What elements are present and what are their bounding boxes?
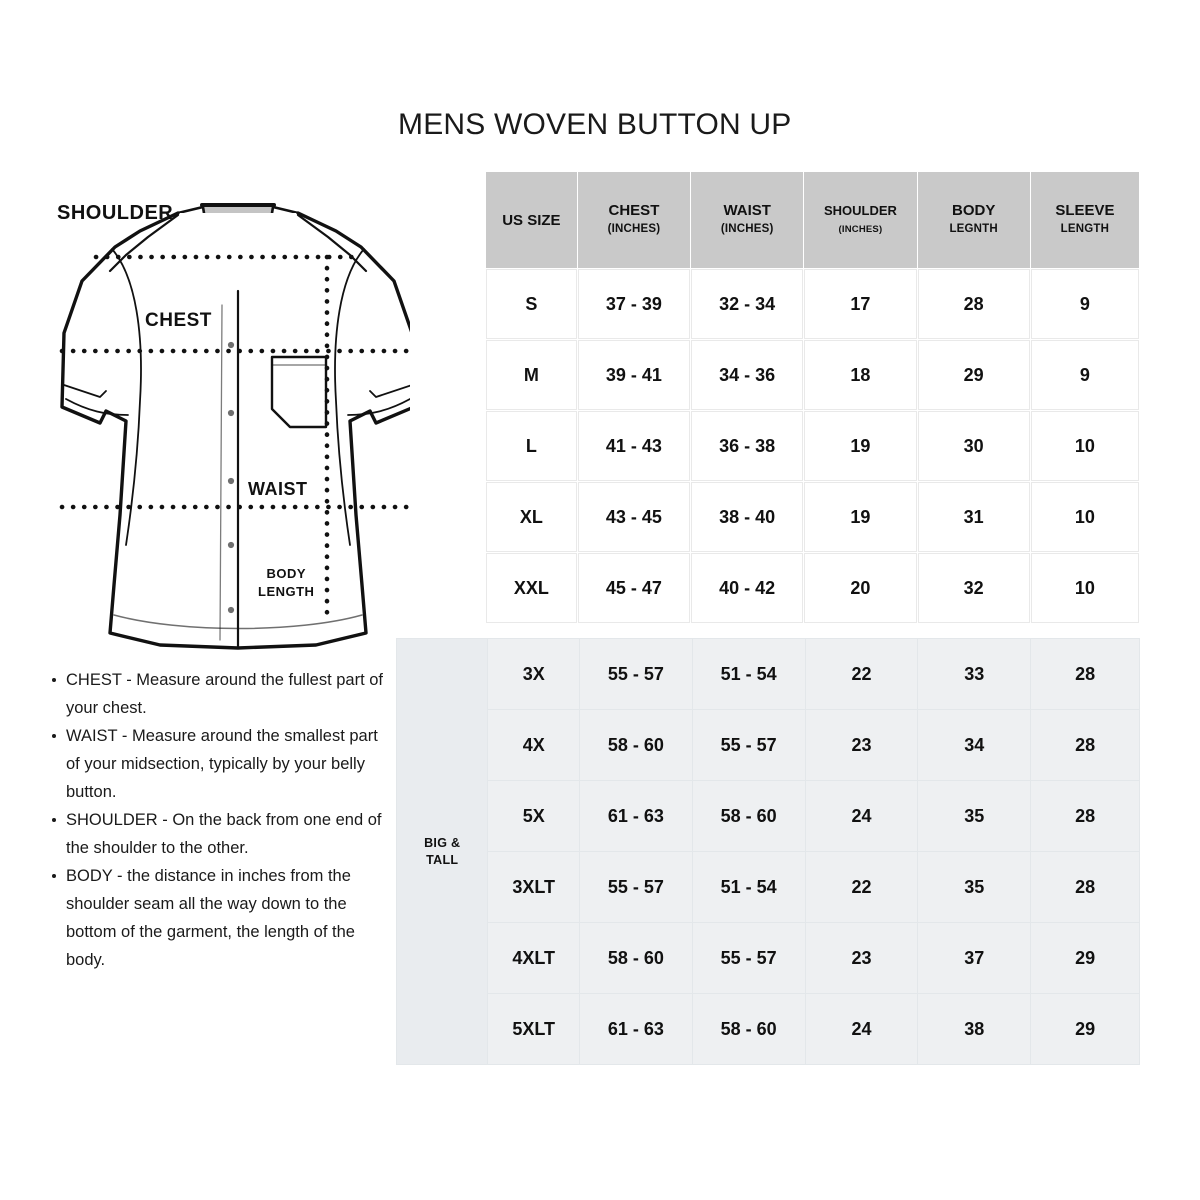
bigtall-line-2: TALL [426, 852, 459, 867]
table-row [397, 923, 1139, 993]
body-length-line-2: LENGTH [258, 584, 315, 599]
table-row [486, 553, 1139, 623]
cell-body-length: 35 [918, 852, 1030, 922]
table-row [397, 994, 1139, 1064]
diagram-label-body-length [258, 565, 314, 601]
table-row [397, 852, 1139, 922]
list-item: CHEST - Measure around the fullest part of your chest. [66, 666, 396, 722]
cell-body-length: 29 [918, 340, 1030, 410]
measurement-instructions-list [44, 666, 396, 974]
header-main: SHOULDER [823, 203, 897, 218]
cell-sleeve-length: 28 [1031, 852, 1139, 922]
cell-chest: 43 - 45 [578, 482, 690, 552]
big-and-tall-label [397, 639, 487, 1064]
list-item: WAIST - Measure around the smallest part of your midsection, typically by your belly button. [66, 722, 396, 806]
shirt-measurement-diagram [40, 185, 410, 655]
cell-waist: 55 - 57 [693, 923, 805, 993]
cell-size: XL [486, 482, 577, 552]
bigtall-line-1: BIG & [424, 835, 461, 850]
shirt-illustration-svg [40, 185, 410, 655]
cell-sleeve-length: 10 [1031, 553, 1139, 623]
shirt-body-outline [62, 213, 410, 648]
column-header-shoulder [804, 172, 916, 268]
table-row [486, 269, 1139, 339]
page-title: MENS WOVEN BUTTON UP [398, 108, 792, 141]
cell-size: 3X [488, 639, 578, 709]
cell-body-length: 31 [918, 482, 1030, 552]
column-header-chest [578, 172, 690, 268]
cell-shoulder: 23 [806, 710, 918, 780]
cell-chest: 39 - 41 [578, 340, 690, 410]
column-header-sleeve-length [1031, 172, 1139, 268]
column-header-body-length [918, 172, 1030, 268]
cell-waist: 40 - 42 [691, 553, 803, 623]
cell-sleeve-length: 28 [1031, 781, 1139, 851]
cell-shoulder: 24 [806, 781, 918, 851]
cell-shoulder: 19 [804, 411, 916, 481]
header-main: CHEST [608, 202, 660, 219]
header-main: US SIZE [502, 211, 561, 229]
cell-shoulder: 22 [806, 852, 918, 922]
cell-chest: 58 - 60 [580, 710, 692, 780]
table-row [486, 411, 1139, 481]
cell-body-length: 37 [918, 923, 1030, 993]
cell-shoulder: 23 [806, 923, 918, 993]
column-header-waist [691, 172, 803, 268]
cell-chest: 45 - 47 [578, 553, 690, 623]
list-item: SHOULDER - On the back from one end of the shoulder to the other. [66, 806, 396, 862]
cell-size: S [486, 269, 577, 339]
cell-shoulder: 18 [804, 340, 916, 410]
standard-size-table [485, 171, 1140, 624]
diagram-label-waist: WAIST [248, 479, 308, 499]
header-sub: LEGNTH [949, 223, 998, 235]
table-row [486, 340, 1139, 410]
cell-sleeve-length: 9 [1031, 269, 1139, 339]
cell-waist: 32 - 34 [691, 269, 803, 339]
table-row [486, 482, 1139, 552]
cell-sleeve-length: 10 [1031, 482, 1139, 552]
cell-size: M [486, 340, 577, 410]
table-row [397, 781, 1139, 851]
cell-waist: 58 - 60 [693, 781, 805, 851]
cell-chest: 41 - 43 [578, 411, 690, 481]
cell-chest: 61 - 63 [580, 994, 692, 1064]
cell-waist: 51 - 54 [693, 852, 805, 922]
column-header-us-size [486, 172, 577, 268]
cell-body-length: 33 [918, 639, 1030, 709]
cell-size: 3XLT [488, 852, 578, 922]
cell-sleeve-length: 28 [1031, 639, 1139, 709]
cell-shoulder: 22 [806, 639, 918, 709]
list-item: BODY - the distance in inches from the shoulder seam all the way down to the bottom of the garment, the length of the body. [66, 862, 396, 974]
diagram-label-chest: CHEST [145, 310, 212, 331]
body-length-line-1: BODY [266, 566, 306, 581]
cell-waist: 38 - 40 [691, 482, 803, 552]
cell-waist: 55 - 57 [693, 710, 805, 780]
cell-chest: 55 - 57 [580, 852, 692, 922]
cell-body-length: 35 [918, 781, 1030, 851]
header-sub: (INCHES) [720, 223, 774, 235]
cell-chest: 37 - 39 [578, 269, 690, 339]
header-main: BODY [952, 202, 996, 219]
cell-sleeve-length: 28 [1031, 710, 1139, 780]
table-header-row [486, 172, 1139, 268]
cell-sleeve-length: 10 [1031, 411, 1139, 481]
header-sub: (INCHES) [607, 223, 661, 235]
cell-body-length: 28 [918, 269, 1030, 339]
cell-size: XXL [486, 553, 577, 623]
table-row [397, 710, 1139, 780]
header-main: SLEEVE [1055, 202, 1115, 219]
cell-chest: 61 - 63 [580, 781, 692, 851]
header-sub: (INCHES) [838, 224, 883, 235]
cell-sleeve-length: 29 [1031, 994, 1139, 1064]
cell-size: 4XLT [488, 923, 578, 993]
header-main: WAIST [723, 202, 771, 219]
cell-shoulder: 20 [804, 553, 916, 623]
cell-shoulder: 19 [804, 482, 916, 552]
cell-shoulder: 17 [804, 269, 916, 339]
table-row [397, 639, 1139, 709]
cell-waist: 51 - 54 [693, 639, 805, 709]
cell-size: 5XLT [488, 994, 578, 1064]
header-sub: LENGTH [1060, 223, 1110, 235]
cell-size: L [486, 411, 577, 481]
cell-waist: 34 - 36 [691, 340, 803, 410]
cell-body-length: 38 [918, 994, 1030, 1064]
cell-waist: 36 - 38 [691, 411, 803, 481]
cell-shoulder: 24 [806, 994, 918, 1064]
cell-body-length: 34 [918, 710, 1030, 780]
big-and-tall-size-table [396, 638, 1140, 1065]
cell-chest: 55 - 57 [580, 639, 692, 709]
cell-size: 4X [488, 710, 578, 780]
cell-body-length: 32 [918, 553, 1030, 623]
cell-waist: 58 - 60 [693, 994, 805, 1064]
cell-chest: 58 - 60 [580, 923, 692, 993]
cell-sleeve-length: 9 [1031, 340, 1139, 410]
cell-size: 5X [488, 781, 578, 851]
cell-sleeve-length: 29 [1031, 923, 1139, 993]
diagram-label-shoulder: SHOULDER [57, 202, 174, 224]
cell-body-length: 30 [918, 411, 1030, 481]
